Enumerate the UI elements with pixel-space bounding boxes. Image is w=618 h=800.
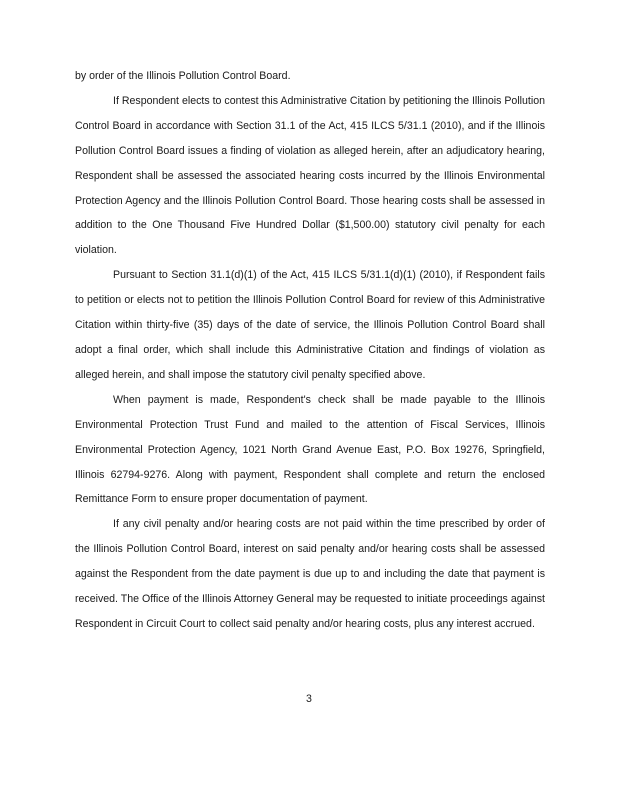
paragraph-payment-instructions: When payment is made, Respondent's check shall be made payable to the Illinois Environmental Protection Trust Fund and mailed to the attention of Fiscal Services, Illinois Environmental Protection Agency, 1021 North Grand Avenue East, P.O. Box 19276, Springfield, Illinois 62794-9276. Along with payment, Respondent shall complete and return the enclosed Remittance Form to ensure proper documentation of payment. [75,393,545,506]
paragraph-interest-collection: If any civil penalty and/or hearing costs are not paid within the time prescribed by order of the Illinois Pollution Control Board, interest on said penalty and/or hearing costs shall be assessed against the Respondent from the date payment is due up to and including the date that payment is received. The Office of the Illinois Attorney General may be requested to initiate proceedings against Respondent in Circuit Court to collect said penalty and/or hearing costs, plus any interest accrued. [75,518,545,630]
page-number: 3 [306,693,312,705]
paragraph-final-order: Pursuant to Section 31.1(d)(1) of the Act, 415 ILCS 5/31.1(d)(1) (2010), if Respondent fails to petition or elects not to petition the Illinois Pollution Control Board for review of this Administrative Citation within thirty-five (35) days of the date of service, the Illinois Pollution Control Board shall adopt a final order, which shall include this Administrative Citation and findings of violation as alleged herein, and shall impose the statutory civil penalty specified above. [75,269,545,381]
document-body [75,64,545,637]
paragraph-continuation: by order of the Illinois Pollution Control Board. [75,70,291,82]
paragraph-contest-citation: If Respondent elects to contest this Administrative Citation by petitioning the Illinois Pollution Control Board in accordance with Section 31.1 of the Act, 415 ILCS 5/31.1 (2010), and if the Illinois Pollution Control Board issues a finding of violation as alleged herein, after an adjudicatory hearing, Respondent shall be assessed the associated hearing costs incurred by the Illinois Environmental Protection Agency and the Illinois Pollution Control Board. Those hearing costs shall be assessed in addition to the One Thousand Five Hundred Dollar ($1,500.00) statutory civil penalty for each violation. [75,94,545,257]
